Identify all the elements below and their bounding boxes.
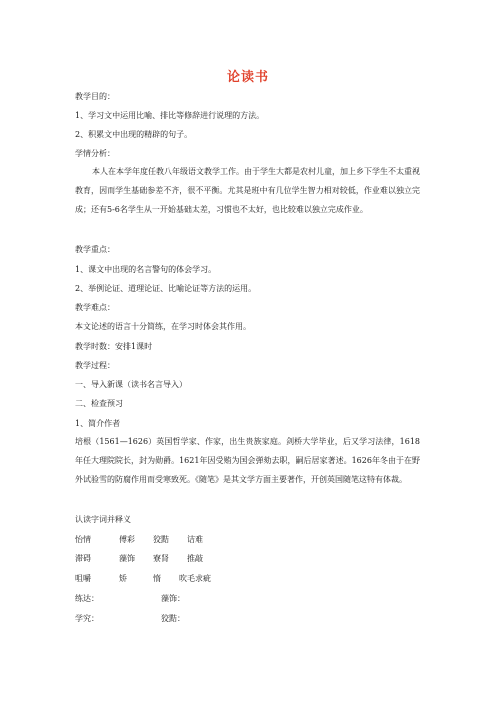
vocab-word: 藻饰 xyxy=(119,554,135,563)
fill-term: 狡黠： xyxy=(161,614,185,623)
analysis-paragraph: 本人在本学年度任教八年级语文教学工作。由于学生大都是农村儿童，加上乡下学生不太重视教育，因而学生基础参差不齐，很不平衡。尤其是班中有几位学生智力相对较低，作业难以独立完成；还有5-6名学生从一开始基础太差，习惯也不太好，也比较难以独立完成作业。 xyxy=(75,167,420,214)
author-intro-heading: 1、简介作者 xyxy=(75,419,121,428)
vocab-word: 矫 xyxy=(119,574,127,583)
vocab-word: 傅彩 xyxy=(119,535,135,544)
focus-heading: 教学重点： xyxy=(75,245,115,254)
objective-item: 1、学习文中运用比喻、排比等修辞进行说理的方法。 xyxy=(75,111,265,120)
vocab-word: 寮肾 xyxy=(153,554,169,563)
vocab-heading: 认读字词并释义 xyxy=(75,515,131,524)
process-heading: 教学过程： xyxy=(75,361,115,370)
page-title: 论读书 xyxy=(226,70,269,85)
difficulty-heading: 教学难点： xyxy=(75,303,115,312)
vocab-word: 怡情 xyxy=(75,535,91,544)
fill-term: 练达： xyxy=(75,594,99,603)
vocab-word: 狡黠 xyxy=(153,535,169,544)
vocab-word: 吹毛求疵 xyxy=(179,574,211,583)
vocab-word: 推敲 xyxy=(187,554,203,563)
analysis-heading: 学情分析： xyxy=(75,149,115,158)
focus-item: 2、举例论证、道理论证、比喻论证等方法的运用。 xyxy=(75,284,257,293)
focus-item: 1、课文中出现的名言警句的体会学习。 xyxy=(75,265,217,274)
teaching-hours: 教学时数：安排1课时 xyxy=(75,342,153,351)
process-step: 一、导入新课（读书名言导入） xyxy=(75,380,187,389)
process-step: 二、检查预习 xyxy=(75,399,123,408)
fill-term: 学究： xyxy=(75,614,99,623)
vocab-word: 惰 xyxy=(153,574,161,583)
vocab-word: 咀嚼 xyxy=(75,574,91,583)
difficulty-text: 本文论述的语言十分简练，在学习时体会其作用。 xyxy=(75,322,251,331)
objectives-heading: 教学目的： xyxy=(75,92,115,101)
fill-term: 藻饰： xyxy=(161,594,185,603)
author-paragraph: 培根（1561—1626）英国哲学家、作家，出生贵族家庭。剑桥大学毕业，后又学习法律，1618年任大理院院长，封为勋爵。1621年因受贿为国会弹劾去职，嗣后居家著述。1626年冬由于在野外试验雪的防腐作用而受寒致死。《随笔》是其文学方面主要著作，开创英国随笔这特有体裁。 xyxy=(75,437,420,484)
objective-item: 2、积累文中出现的精辟的句子。 xyxy=(75,130,193,139)
vocab-word: 诘难 xyxy=(187,535,203,544)
vocab-word: 滞碍 xyxy=(75,554,91,563)
